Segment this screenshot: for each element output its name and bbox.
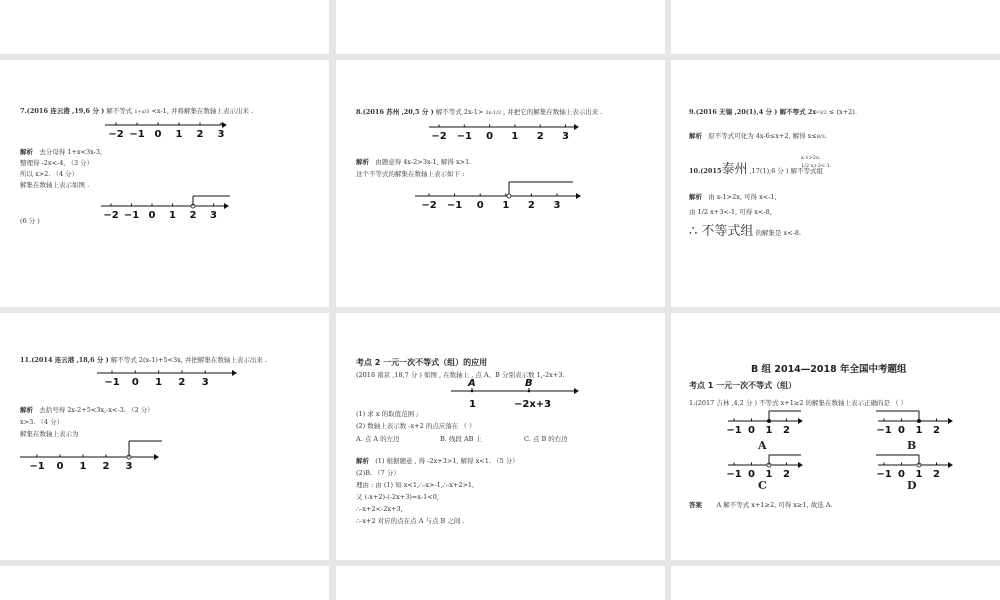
tick-label: −2: [108, 129, 124, 140]
q7-line5: (6 分 ): [20, 217, 40, 225]
q8-line2: 这个不等式的解集在数轴上表示如下 :: [356, 170, 465, 178]
tick-label: 1: [765, 469, 773, 480]
q12-part2: (2) 数轴上表示数 -x+2 的点应落在 （ ）: [356, 422, 476, 430]
option-d-number-line: [876, 453, 956, 481]
tick-label: 1: [79, 461, 87, 472]
q8-number-line-1: [424, 122, 584, 144]
tick-label: −1: [104, 377, 120, 388]
slide-q9-q10: [671, 60, 1000, 307]
q12-a1: (1) 根据题意 , 得 -2x+3>1, 解得 x<1. （5 分）: [375, 457, 519, 465]
tick-label: −2: [103, 210, 119, 221]
tick-label: 1: [511, 131, 519, 142]
option-c-number-line: [726, 453, 806, 481]
q8-number-line-2: [410, 180, 590, 211]
q11-number-line-1: [92, 368, 242, 390]
option-a-label: A: [758, 439, 767, 452]
tick-label: 0: [486, 131, 494, 142]
option-a-number-line: [726, 409, 806, 437]
tick-label: −1: [123, 210, 140, 221]
q13-daan: 答案: [689, 501, 702, 509]
tick-label: 0: [131, 377, 139, 388]
q12-part1: (1) 求 x 的取值范围 ;: [356, 410, 419, 418]
slide-q11: [0, 313, 329, 560]
tick-label: −1: [29, 461, 45, 472]
tick-label: 2: [783, 425, 790, 436]
tick-label: 1: [169, 210, 176, 221]
tick-label: 0: [748, 469, 755, 480]
q13-question: 1.(2017 吉林 ,4,2 分 ) 不等式 x+1≥2 的解集在数轴上表示正确的是 （ ）: [689, 399, 908, 407]
q10-jiexi: 解析: [689, 193, 702, 201]
q7-jiexi: 解析: [20, 148, 33, 156]
point-b-label: B: [525, 378, 533, 389]
q7-line1: 去分母得 1+x<3x-3,: [39, 148, 103, 156]
q12-option-b: B. 线段 AB 上: [440, 435, 483, 443]
tick-label: 1: [155, 377, 163, 388]
tick-label: 2: [196, 129, 204, 140]
tick-label: 0: [154, 129, 162, 140]
q7-question: 7.(2016 连云港 ,19,6 分 ) 解不等式 1+x/3 <x-1, 并将解集在数轴上表示出来 .: [20, 107, 254, 115]
q11-number-line-2: [18, 439, 168, 472]
q11-line3: 解集在数轴上表示为: [20, 430, 79, 438]
tick-label: 2: [102, 461, 110, 472]
tick-label: 0: [476, 200, 484, 211]
q12-jiexi: 解析: [356, 457, 369, 465]
option-c-label: C: [758, 479, 767, 492]
tick-label: 3: [125, 461, 133, 472]
tick-label: 2: [933, 425, 940, 436]
tick-label: 1: [915, 425, 923, 436]
tick-label: 2: [527, 200, 535, 211]
tick-label: −1: [446, 200, 463, 211]
tick-label: 2: [933, 469, 940, 480]
q10-line3: ∴ 不等式组 的解集是 x<-8.: [689, 224, 802, 239]
tick-label: 3: [217, 129, 225, 140]
q9-answer: 原不等式可化为 4x-6≤x+2, 解得 x≤8/3.: [708, 132, 827, 140]
tick-label: 1: [765, 425, 773, 436]
tick-label: 0: [148, 210, 156, 221]
tick-label: 3: [553, 200, 561, 211]
q11-line1: 去括号得 2x-2+5<3x,-x<-3. （2 分）: [39, 406, 154, 414]
tick-label: 2: [536, 131, 544, 142]
q11-line2: x>3. （4 分）: [20, 418, 64, 426]
slide-bottom-right: [671, 566, 1000, 600]
kaodian1-title: 考点 1 一元一次不等式（组）: [689, 381, 797, 390]
tick-label: 0: [748, 425, 755, 436]
tick-label: 1: [915, 469, 923, 480]
group-b-title: B 组 2014—2018 年全国中考题组: [751, 364, 907, 375]
q10-system-2: 1/2 x+3<-1.: [801, 163, 832, 169]
tick-label: −2: [431, 131, 447, 142]
tick-label: 1: [175, 129, 183, 140]
tick-label: 3: [562, 131, 569, 142]
q10-question: 10.(2015泰州 ,17(1),6 分 ) 解不等式组: [689, 162, 824, 177]
slide-bottom-left: [0, 566, 329, 600]
tick-label: 3: [201, 377, 209, 388]
slide-top-right: [671, 0, 1000, 54]
value-1-label: 1: [469, 399, 476, 410]
q8-question: 8.(2016 苏州 ,20,5 分 ) 解不等式 2x-1> 3x-1/2 , 并把它的解集在数轴上表示出来 .: [356, 108, 603, 116]
slide-top-left: [0, 0, 329, 54]
q9-jiexi: 解析: [689, 132, 702, 140]
tick-label: −1: [726, 425, 742, 436]
slide-top-middle: [336, 0, 665, 54]
tick-label: 1: [502, 200, 510, 211]
q7-number-line-2: [96, 194, 236, 221]
q7-line3: 所以 x>2. （4 分）: [20, 170, 79, 178]
q8-line1: 由题意得 4x-2>3x-1, 解得 x>1.: [375, 158, 472, 166]
tick-label: 0: [898, 469, 905, 480]
q12-option-a: A. 点 A 的左边: [356, 435, 400, 443]
q10-line2: 由 1/2 x+3<-1, 可得 x<-8,: [689, 208, 772, 216]
q7-line4: 解集在数轴上表示如图 .: [20, 181, 90, 189]
slide-q7: [0, 60, 329, 307]
q12-a6: ∴-x+2 对应的点在点 A 与点 B 之间 .: [356, 517, 465, 525]
slide-kaodian2: [336, 313, 665, 560]
tick-label: −1: [876, 425, 892, 436]
q12-question: (2018 南京 ,18,7 分 ) 如图 , 在数轴上 , 点 A、B 分别表示数 1,-2x+3.: [356, 371, 565, 379]
value-b-label: −2x+3: [514, 399, 552, 410]
tick-label: 2: [178, 377, 186, 388]
option-b-number-line: [876, 409, 956, 437]
q12-a3: 理由 : 由 (1) 知 x<1,∴-x>-1,∴-x+2>1,: [356, 481, 475, 489]
tick-label: 2: [189, 210, 197, 221]
q12-a4: 又 (-x+2)-(-2x+3)=x-1<0,: [356, 493, 439, 501]
point-a-label: A: [468, 378, 476, 389]
slide-bottom-middle: [336, 566, 665, 600]
tick-label: −1: [456, 131, 472, 142]
q13-answer: A 解不等式 x+1≥2, 可得 x≥1, 故选 A.: [716, 501, 833, 509]
q10-line1: 由 x-1>2x, 可得 x<-1,: [708, 193, 777, 201]
tick-label: 3: [210, 210, 217, 221]
q11-jiexi: 解析: [20, 406, 33, 414]
slide-q8: [336, 60, 665, 307]
q9-question: 9.(2016 无锡 ,20(1),4 分 ) 解不等式 2x-3/2 ≤ (x+2).: [689, 108, 857, 116]
q12-a2: (2)B. （7 分）: [356, 469, 400, 477]
tick-label: 2: [783, 469, 790, 480]
q8-jiexi: 解析: [356, 158, 369, 166]
tick-label: −1: [129, 129, 145, 140]
q7-line2: 整理得 -2x<-4, （3 分）: [20, 159, 94, 167]
tick-label: −1: [876, 469, 892, 480]
kaodian2-title: 考点 2 一元一次不等式（组）的应用: [356, 358, 488, 367]
option-d-label: D: [907, 479, 917, 492]
q12-number-line: [446, 377, 586, 411]
tick-label: −2: [421, 200, 437, 211]
q7-number-line-1: [100, 120, 230, 142]
q10-system-1: x-1>2x,: [801, 155, 821, 161]
option-b-label: B: [907, 439, 917, 452]
q11-question: 11.(2014 连云港 ,18,6 分 ) 解不等式 2(x-1)+5<3x, 并把解集在数轴上表示出来 .: [20, 356, 268, 364]
q12-a5: ∴-x+2<-2x+3,: [356, 505, 403, 513]
tick-label: 0: [898, 425, 905, 436]
tick-label: −1: [726, 469, 742, 480]
tick-label: 0: [56, 461, 64, 472]
q12-option-c: C. 点 B 的右边: [524, 435, 568, 443]
slide-group-b: [671, 313, 1000, 560]
